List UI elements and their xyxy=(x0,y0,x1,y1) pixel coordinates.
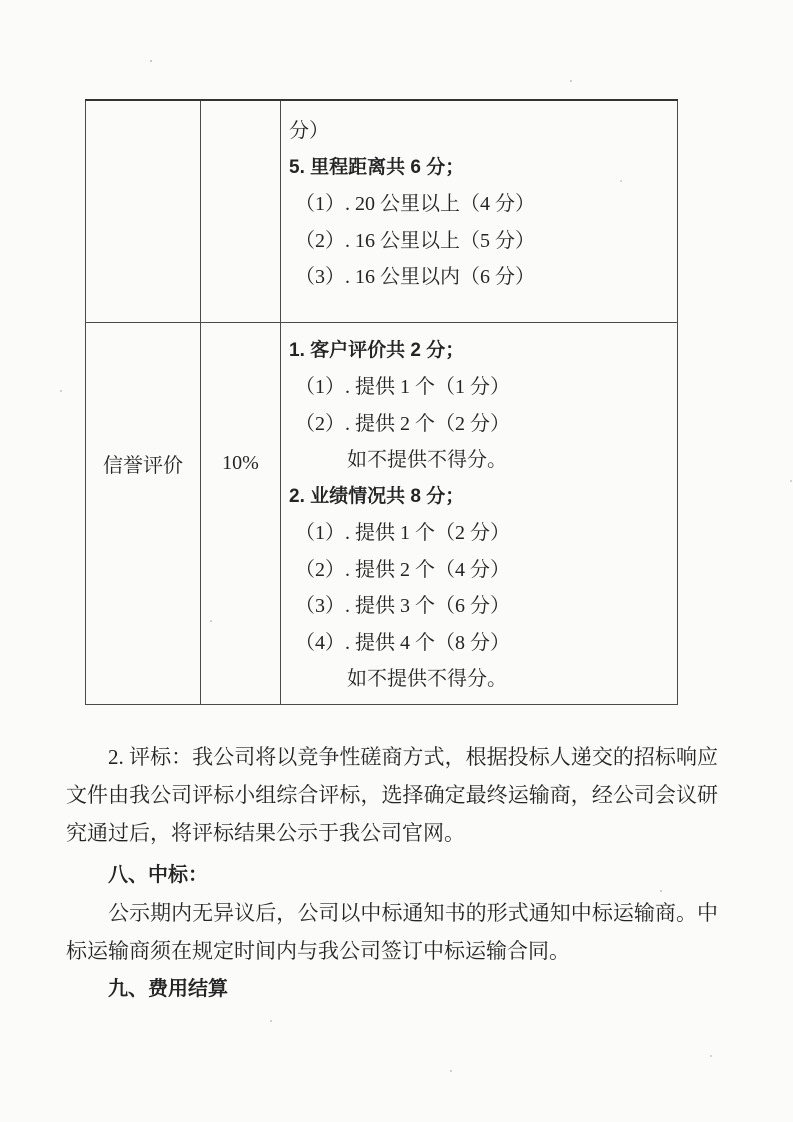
weight-value: 10% xyxy=(222,451,259,474)
details-cell-reputation xyxy=(281,322,678,704)
award-heading: 八、中标： xyxy=(108,864,208,886)
detail-line: （1）. 20 公里以上（4 分） xyxy=(295,193,535,215)
detail-line: （2）. 提供 2 个（4 分） xyxy=(295,558,510,581)
table-row-reputation xyxy=(86,322,678,704)
body-text xyxy=(66,738,718,1008)
detail-line: （1）. 提供 1 个（1 分） xyxy=(295,376,510,398)
detail-line: 如不提供不得分。 xyxy=(347,668,507,690)
detail-line: （4）. 提供 4 个（8 分） xyxy=(295,631,510,654)
settlement-heading: 九、费用结算 xyxy=(108,978,228,1000)
detail-line: （1）. 提供 1 个（2 分） xyxy=(295,522,510,544)
award-paragraph: 公示期内无异议后，公司以中标通知书的形式通知中标运输商。中标运输商须在规定时间内与我公司签订中标运输合同。 xyxy=(66,901,718,963)
evaluation-criteria-table xyxy=(85,99,678,705)
details-cell-mileage xyxy=(281,100,678,322)
detail-line: （3）. 提供 3 个（6 分） xyxy=(295,595,510,617)
detail-line: （2）. 16 公里以上（5 分） xyxy=(295,229,535,252)
table-row-mileage xyxy=(86,100,678,322)
criteria-cell-empty xyxy=(86,100,201,322)
evaluation-paragraph: 2. 评标：我公司将以竞争性磋商方式，根据投标人递交的招标响应文件由我公司评标小组综合评标，选择确定最终运输商，经公司会议研究通过后，将评标结果公示于我公司官网。 xyxy=(66,745,718,845)
detail-line-bold: 2. 业绩情况共 8 分； xyxy=(289,485,465,507)
detail-line: （3）. 16 公里以内（6 分） xyxy=(295,266,535,288)
detail-line: （2）. 提供 2 个（2 分） xyxy=(295,412,510,435)
detail-line-bold: 5. 里程距离共 6 分； xyxy=(289,156,465,178)
detail-line-bold: 1. 客户评价共 2 分； xyxy=(289,339,465,361)
criteria-label: 信誉评价 xyxy=(103,454,183,477)
criteria-cell-reputation xyxy=(86,322,201,704)
weight-cell-empty xyxy=(201,100,281,322)
weight-cell-reputation xyxy=(201,322,281,704)
detail-line: 分） xyxy=(289,120,329,142)
detail-line: 如不提供不得分。 xyxy=(347,449,507,471)
